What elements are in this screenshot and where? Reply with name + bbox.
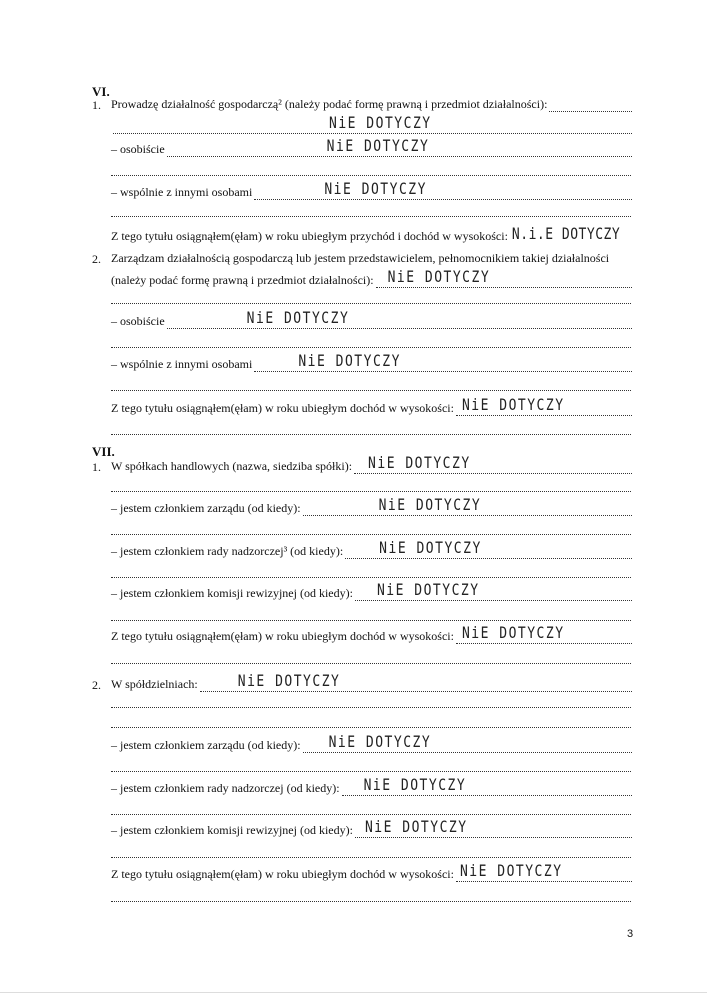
income-label: Z tego tytułu osiągnąłem(ęłam) w roku ubiegłym dochód w wysokości: — [111, 401, 454, 415]
dotted-fill-line — [456, 396, 632, 416]
answer-area — [510, 225, 639, 244]
komisja-label: – jestem członkiem komisji rewizyjnej (od kiedy): — [111, 586, 353, 600]
handwritten-answer: NiE DOTYCZY — [376, 581, 480, 600]
dotted-fill-line — [303, 733, 632, 753]
handwritten-answer: N.i.E DOTYCZY — [511, 225, 621, 244]
section-vi-item2-row2 — [111, 268, 632, 288]
section-vi-item1-wspolnie-row — [111, 180, 632, 200]
dotted-fill-line — [111, 303, 631, 304]
dotted-fill-line — [111, 771, 631, 772]
dotted-fill-line — [113, 114, 632, 134]
section-vii-item1-question: W spółkach handlowych (nazwa, siedziba spółki): — [111, 459, 353, 473]
handwritten-answer: NiE DOTYCZY — [329, 114, 432, 133]
section-vii-item2-zarzad-row — [111, 733, 632, 753]
dotted-fill-line — [111, 727, 631, 728]
income-label: Z tego tytułu osiągnąłem(ęłam) w roku ubiegłym dochód w wysokości: — [111, 867, 454, 881]
section-vi-item2-question-cont: (należy podać formę prawną i przedmiot działalności): — [111, 273, 374, 287]
section-vii-item1-number: 1. — [92, 460, 101, 474]
section-vi-item2-row1 — [111, 250, 632, 266]
section-vii-item2-question: W spółdzielniach: — [111, 677, 198, 691]
section-vii-item2-income-row — [111, 862, 632, 882]
dotted-fill-line — [376, 268, 632, 288]
section-vi-heading: VI. — [92, 84, 110, 99]
handwritten-answer: NiE DOTYCZY — [368, 454, 471, 473]
zarzad-label: – jestem członkiem zarządu (od kiedy): — [111, 738, 301, 752]
dotted-fill-line — [111, 857, 631, 858]
section-vii-item1-komisja-row — [111, 581, 632, 601]
section-vi-item1-osobiscie-row — [111, 137, 632, 157]
section-vi-item2-wspolnie-row — [111, 352, 632, 372]
dotted-fill-line — [111, 491, 631, 492]
handwritten-answer: NiE DOTYCZY — [461, 624, 565, 643]
section-vi-item1-answer-row — [111, 114, 632, 134]
dotted-fill-line — [111, 175, 631, 176]
handwritten-answer: NiE DOTYCZY — [328, 733, 432, 752]
income-label: Z tego tytułu osiągnąłem(ęłam) w roku ubiegłym dochód w wysokości: — [111, 629, 454, 643]
dotted-fill-line — [167, 309, 632, 329]
dotted-fill-line — [456, 862, 632, 882]
osobiscie-label: – osobiście — [111, 314, 165, 328]
handwritten-answer: NiE DOTYCZY — [387, 268, 491, 287]
page-number: 3 — [627, 928, 634, 940]
section-vii-item1-income-row — [111, 624, 632, 644]
handwritten-answer: NiE DOTYCZY — [237, 672, 341, 691]
rada-label: – jestem członkiem rady nadzorczej³ (od kiedy): — [111, 544, 344, 558]
handwritten-answer: NiE DOTYCZY — [298, 352, 401, 371]
dotted-fill-line — [355, 581, 632, 601]
section-vi-item1-question: Prowadzę działalność gospodarczą² (należy podać formę prawną i przedmiot działalności): — [111, 97, 548, 111]
handwritten-answer: NiE DOTYCZY — [379, 539, 482, 558]
dotted-fill-line — [111, 390, 631, 391]
section-vii-item2-rada-row — [111, 776, 632, 796]
section-vii-item2-number: 2. — [92, 678, 101, 692]
rada-label: – jestem członkiem rady nadzorczej (od kiedy): — [111, 781, 340, 795]
dotted-fill-line — [355, 818, 632, 838]
dotted-fill-line — [111, 577, 631, 578]
dotted-fill-line — [200, 672, 632, 692]
section-vi-item2-question: Zarządzam działalnością gospodarczą lub jestem przedstawicielem, pełnomocnikiem takiej działalności — [111, 251, 610, 265]
handwritten-answer: NiE DOTYCZY — [461, 396, 565, 415]
dotted-fill-line — [254, 180, 632, 200]
section-vii-item1-row — [111, 454, 632, 474]
dotted-fill-line — [549, 99, 632, 112]
handwritten-answer: NiE DOTYCZY — [246, 309, 350, 328]
dotted-fill-line — [111, 347, 631, 348]
dotted-fill-line — [111, 663, 631, 664]
dotted-fill-line — [345, 539, 632, 559]
dotted-fill-line — [111, 534, 631, 535]
wspolnie-label: – wspólnie z innymi osobami — [111, 185, 253, 199]
dotted-fill-line — [254, 352, 632, 372]
section-vi-item2-osobiscie-row — [111, 309, 632, 329]
handwritten-answer: NiE DOTYCZY — [363, 776, 467, 795]
section-vii-item2-komisja-row — [111, 818, 632, 838]
section-vi-item2-number: 2. — [92, 252, 101, 266]
dotted-fill-line — [303, 496, 632, 516]
handwritten-answer: NiE DOTYCZY — [378, 496, 482, 515]
handwritten-answer: NiE DOTYCZY — [326, 137, 430, 156]
income-label: Z tego tytułu osiągnąłem(ęłam) w roku ubiegłym przychód i dochód w wysokości: — [111, 229, 508, 243]
section-vi-item1-income-row — [111, 225, 639, 244]
dotted-fill-line — [456, 624, 632, 644]
komisja-label: – jestem członkiem komisji rewizyjnej (od kiedy): — [111, 823, 353, 837]
section-vi-item2-income-row — [111, 396, 632, 416]
dotted-fill-line — [111, 901, 631, 902]
dotted-fill-line — [111, 620, 631, 621]
handwritten-answer: NiE DOTYCZY — [324, 180, 427, 199]
section-vi-item1-row — [111, 96, 632, 112]
handwritten-answer: NiE DOTYCZY — [364, 818, 468, 837]
dotted-fill-line — [167, 137, 632, 157]
section-vii-item1-zarzad-row — [111, 496, 632, 516]
section-vi-item1-number: 1. — [92, 98, 101, 112]
section-vii-item1-rada-row — [111, 539, 632, 559]
dotted-fill-line — [111, 434, 631, 435]
scan-edge-line — [0, 992, 707, 993]
dotted-fill-line — [111, 707, 631, 708]
dotted-fill-line — [111, 814, 631, 815]
wspolnie-label: – wspólnie z innymi osobami — [111, 357, 253, 371]
dotted-fill-line — [342, 776, 632, 796]
dotted-fill-line — [111, 216, 631, 217]
section-vii-item2-row — [111, 672, 632, 692]
section-vii-heading: VII. — [92, 444, 115, 459]
zarzad-label: – jestem członkiem zarządu (od kiedy): — [111, 501, 301, 515]
osobiscie-label: – osobiście — [111, 142, 165, 156]
dotted-fill-line — [354, 454, 632, 474]
handwritten-answer: NiE DOTYCZY — [459, 862, 563, 881]
